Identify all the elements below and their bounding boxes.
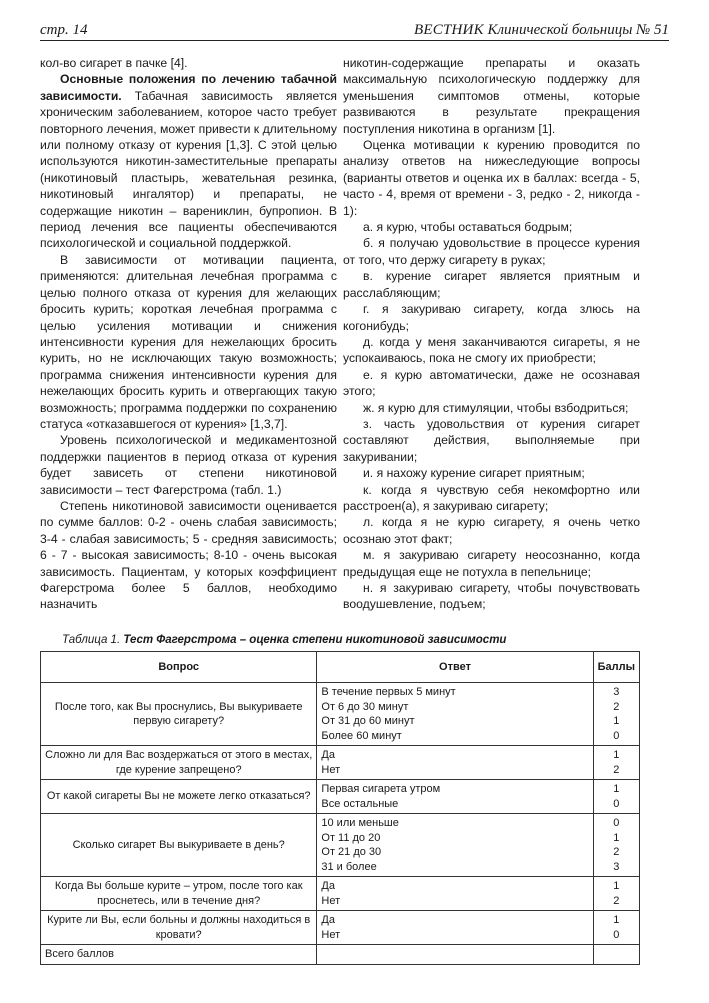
table-row bbox=[41, 683, 640, 746]
table-body bbox=[41, 683, 640, 965]
question-cell: После того, как Вы проснулись, Вы выкуриваете первую сигарету? bbox=[41, 683, 317, 746]
table-caption bbox=[62, 634, 506, 646]
column-header-score: Баллы bbox=[593, 652, 639, 683]
score-value: 0 bbox=[613, 797, 620, 810]
paragraph-text: Табачная зависимость является хроническим заболеванием, которое часто требует повторного лечения, может привести к длительному или полному отказу от курения [1,3]. С этой целью используются никотин-заместительные препараты (никотиновый пластырь, жевательная резинка, никотиновый ингалятор) и препараты, не содержащие никотин – варениклин, бупропион. В период лечения все пациенты обеспечиваются психологической и социальной поддержкой. bbox=[40, 88, 337, 251]
answer-option: От 31 до 60 минут bbox=[321, 715, 415, 727]
running-header bbox=[40, 18, 669, 41]
paragraph: Уровень психологической и медикаментозной поддержки пациентов в период отказа от курения будет зависеть от степени никотиновой зависимости – тест Фагерстрома (табл. 1.) bbox=[40, 433, 337, 497]
table-row bbox=[41, 911, 640, 945]
list-item: а. я курю, чтобы оставаться бодрым; bbox=[363, 220, 573, 235]
question-cell: Когда Вы больше курите – утром, после того как проснетесь, или в течение дня? bbox=[41, 877, 317, 911]
paragraph: Оценка мотивации к курению проводится по анализу ответов на нижеследующие вопросы (варианты ответов и оценка их в баллах: всегда - 5, часто - 4, время от времени - 3, редко - 2, никогда - 1): bbox=[343, 138, 640, 218]
answer-option: Нет bbox=[321, 763, 341, 776]
answer-option: Нет bbox=[321, 928, 341, 941]
score-cell bbox=[593, 780, 639, 814]
paragraph-treatment bbox=[40, 71, 337, 251]
section-heading: Основные положения по лечению табачной зависимости. bbox=[40, 72, 337, 103]
answer-option: Первая сигарета утром bbox=[321, 783, 441, 795]
table-row bbox=[41, 746, 640, 780]
table-header-row bbox=[41, 652, 640, 683]
answer-cell bbox=[317, 911, 593, 945]
list-item: б. я получаю удовольствие в процессе курения от того, что держу сигарету в руках; bbox=[343, 236, 640, 267]
table-total-row bbox=[41, 945, 640, 965]
table-caption-prefix: Таблица 1. bbox=[62, 634, 124, 646]
page-number: стр. 14 bbox=[40, 22, 88, 38]
score-cell bbox=[593, 814, 639, 877]
score-value: 1 bbox=[613, 831, 620, 844]
answer-cell bbox=[317, 780, 593, 814]
column-header-question: Вопрос bbox=[41, 652, 317, 683]
answer-option: Более 60 минут bbox=[321, 729, 402, 742]
list-item: в. курение сигарет является приятным и расслабляющим; bbox=[343, 269, 640, 300]
answer-option: Нет bbox=[321, 894, 341, 907]
answer-option: Все остальные bbox=[321, 797, 399, 810]
answer-option: Да bbox=[321, 914, 335, 926]
score-value: 1 bbox=[613, 880, 620, 892]
table-row bbox=[41, 814, 640, 877]
score-value: 3 bbox=[613, 686, 620, 698]
paragraph: никотин-содержащие препараты и оказать максимальную психологическую поддержку для уменьшения симптомов отмены, которые развиваются в результате прекращения поступления никотина в организм [1]. bbox=[343, 56, 640, 136]
list-item: з. часть удовольствия от курения сигарет составляют действия, выполняемые при закуривании; bbox=[343, 416, 640, 464]
answer-cell bbox=[317, 746, 593, 780]
question-cell: От какой сигареты Вы не можете легко отказаться? bbox=[41, 780, 317, 814]
list-item: д. когда у меня заканчиваются сигареты, я не успокаиваюсь, пока не смогу их приобрести; bbox=[343, 334, 640, 366]
list-item: к. когда я чувствую себя некомфортно или расстроен(а), я закуриваю сигарету; bbox=[343, 482, 640, 513]
total-score-empty bbox=[593, 945, 639, 965]
score-cell bbox=[593, 683, 639, 746]
score-cell bbox=[593, 877, 639, 911]
score-cell bbox=[593, 746, 639, 780]
score-value: 2 bbox=[613, 763, 620, 776]
motivation-list bbox=[343, 219, 640, 613]
score-cell bbox=[593, 911, 639, 945]
answer-option: Да bbox=[321, 749, 335, 761]
journal-title bbox=[414, 22, 669, 39]
answer-cell bbox=[317, 814, 593, 877]
answer-option: От 6 до 30 минут bbox=[321, 700, 409, 713]
score-value: 0 bbox=[613, 928, 620, 941]
paragraph: кол-во сигарет в пачке [4]. bbox=[40, 56, 188, 70]
score-value: 2 bbox=[613, 894, 620, 907]
total-label: Всего баллов bbox=[41, 945, 317, 965]
score-value: 0 bbox=[613, 817, 620, 829]
answer-option: От 11 до 20 bbox=[321, 831, 381, 844]
list-item: г. я закуриваю сигарету, когда злюсь на когонибудь; bbox=[343, 302, 640, 333]
score-value: 0 bbox=[613, 729, 620, 742]
answer-option: От 21 до 30 bbox=[321, 846, 382, 858]
answer-cell bbox=[317, 683, 593, 746]
list-item: н. я закуриваю сигарету, чтобы почувствовать воодушевление, подъем; bbox=[343, 581, 640, 612]
answer-option: В течение первых 5 минут bbox=[321, 686, 456, 698]
right-column bbox=[343, 55, 640, 613]
list-item: и. я нахожу курение сигарет приятным; bbox=[363, 466, 585, 481]
column-header-answer: Ответ bbox=[317, 652, 593, 683]
fagerstrom-table bbox=[40, 651, 640, 965]
question-cell: Сколько сигарет Вы выкуриваете в день? bbox=[41, 814, 317, 877]
score-value: 1 bbox=[613, 715, 620, 727]
table-row bbox=[41, 780, 640, 814]
table-row bbox=[41, 877, 640, 911]
question-cell: Сложно ли для Вас воздержаться от этого в местах, где курение запрещено? bbox=[41, 746, 317, 780]
score-value: 1 bbox=[613, 783, 620, 795]
list-item: л. когда я не курю сигарету, я очень четко осознаю этот факт; bbox=[343, 515, 640, 546]
list-item: ж. я курю для стимуляции, чтобы взбодриться; bbox=[363, 400, 629, 415]
list-item: е. я курю автоматически, даже не осознавая этого; bbox=[343, 367, 640, 399]
answer-option: Да bbox=[321, 880, 335, 892]
table-caption-title: Тест Фагерстрома – оценка степени никотиновой зависимости bbox=[123, 634, 507, 646]
journal-name-rest: Клинической больницы № 51 bbox=[483, 22, 669, 38]
score-value: 1 bbox=[613, 914, 620, 926]
score-value: 3 bbox=[613, 860, 620, 873]
answer-cell bbox=[317, 877, 593, 911]
score-value: 1 bbox=[613, 749, 620, 761]
left-column bbox=[40, 55, 337, 613]
list-item: м. я закуриваю сигарету неосознанно, когда предыдущая еще не потухла в пепельнице; bbox=[343, 548, 640, 579]
score-value: 2 bbox=[613, 846, 620, 858]
answer-option: 31 и более bbox=[321, 860, 377, 873]
score-value: 2 bbox=[613, 700, 620, 713]
answer-option: 10 или меньше bbox=[321, 817, 399, 829]
paragraph: Степень никотиновой зависимости оценивается по сумме баллов: 0-2 - очень слабая зависимость; 3-4 - слабая зависимость; 5 - средняя зависимость; 6 - 7 - высокая зависимость; 8-10 - очень высокая зависимость. Пациентам, у которых коэффициент Фагерстрома более 5 баллов, необходимо назначить bbox=[40, 498, 337, 612]
journal-name: ВЕСТНИК bbox=[414, 22, 484, 38]
total-answer-empty bbox=[317, 945, 593, 965]
paragraph: В зависимости от мотивации пациента, применяются: длительная лечебная программа с целью полного отказа от курения для желающих бросить курить; короткая лечебная программа с целью усиления мотивации и снижения интенсивности курения для нежелающих бросить курить, но не исключающих такую возможность; программа снижения интенсивности курения для нежелающих бросить курить и отвергающих такую возможность; программа поддержки по сохранению статуса «отказавшегося от курения» [1,3,7]. bbox=[40, 252, 337, 431]
question-cell: Курите ли Вы, если больны и должны находиться в кровати? bbox=[41, 911, 317, 945]
